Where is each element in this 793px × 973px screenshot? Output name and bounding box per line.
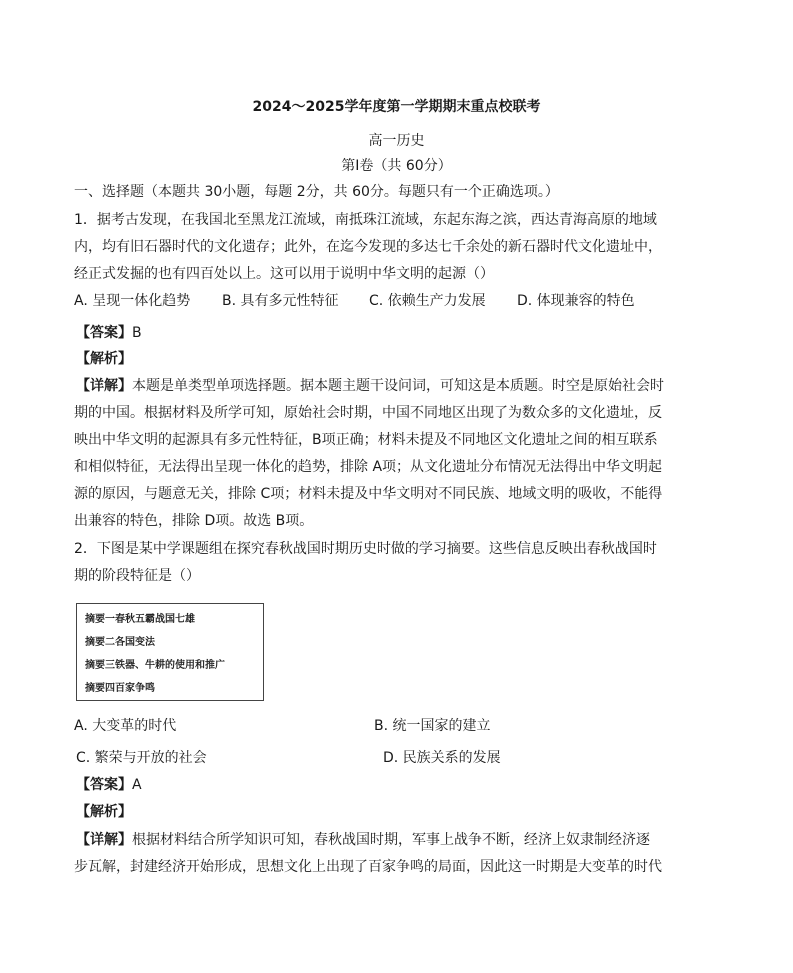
q1-detail-line3: 映出中华文明的起源具有多元性特征，B项正确；材料未提及不同地区文化遗址之间的相互联系 xyxy=(74,432,658,448)
q2-analysis-label: 【解析】 xyxy=(76,804,132,820)
q1-detail-line4: 和相似特征，无法得出呈现一体化的趋势，排除 A项；从文化遗址分布情况无法得出中华文明起 xyxy=(74,459,663,475)
q2-stem-line1: 2．下图是某中学课题组在探究春秋战国时期历史时做的学习摘要。这些信息反映出春秋战国时 xyxy=(74,541,657,557)
q1-detail-line5: 源的原因，与题意无关，排除 C项；材料未提及中华文明对不同民族、地域文明的吸收，不能得 xyxy=(74,486,663,502)
q1-stem-line3: 经正式发掘的也有四百处以上。这可以用于说明中华文明的起源（） xyxy=(74,266,494,282)
note-item: 摘要三铁器、牛耕的使用和推广 xyxy=(85,660,225,671)
q2-answer xyxy=(76,774,142,796)
q1-detail-line1 xyxy=(76,375,664,397)
q1-detail-line6: 出兼容的特色，排除 D项。故选 B项。 xyxy=(74,513,314,529)
q2-answer-label: 【答案】 xyxy=(76,777,132,793)
q1-option-c: C. 依赖生产力发展 xyxy=(369,293,486,309)
q2-detail-line2: 步瓦解，封建经济开始形成，思想文化上出现了百家争鸣的局面，因此这一时期是大变革的时代 xyxy=(74,859,662,875)
note-item: 摘要二各国变法 xyxy=(85,637,155,648)
q2-option-c: C. 繁荣与开放的社会 xyxy=(76,750,207,766)
q2-option-b: B. 统一国家的建立 xyxy=(374,718,491,734)
study-notes-box xyxy=(76,603,264,701)
q1-option-a: A. 呈现一体化趋势 xyxy=(74,293,191,309)
q2-detail-label: 【详解】 xyxy=(76,832,132,848)
note-item: 摘要一春秋五霸战国七雄 xyxy=(85,614,195,625)
q1-stem-line2: 内，均有旧石器时代的文化遗存；此外，在迄今发现的多达七千余处的新石器时代文化遗址中， xyxy=(74,239,662,255)
q1-detail-label: 【详解】 xyxy=(76,378,132,394)
q2-stem-line2: 期的阶段特征是（） xyxy=(74,568,200,584)
volume-title: 第Ⅰ卷（共 60分） xyxy=(341,158,452,174)
q1-detail-line2: 期的中国。根据材料及所学可知，原始社会时期，中国不同地区出现了为数众多的文化遗址，反 xyxy=(74,405,662,421)
note-item: 摘要四百家争鸣 xyxy=(85,683,155,694)
q2-option-a: A. 大变革的时代 xyxy=(74,718,177,734)
q1-answer-label: 【答案】 xyxy=(76,325,132,341)
exam-title: 2024～2025学年度第一学期期末重点校联考 xyxy=(252,99,541,115)
section-intro: 一、选择题（本题共 30小题，每题 2分，共 60分。每题只有一个正确选项。） xyxy=(74,184,559,200)
q1-answer-value: B xyxy=(132,325,142,341)
q2-option-d: D. 民族关系的发展 xyxy=(383,750,501,766)
q1-stem-line1: 1．据考古发现，在我国北至黑龙江流域，南抵珠江流域，东起东海之滨，西达青海高原的地域 xyxy=(74,212,657,228)
q1-option-b: B. 具有多元性特征 xyxy=(222,293,339,309)
subject-title: 高一历史 xyxy=(368,133,425,149)
q2-answer-value: A xyxy=(132,777,142,793)
q2-detail-text1: 根据材料结合所学知识可知，春秋战国时期，军事上战争不断，经济上奴隶制经济逐 xyxy=(132,832,650,848)
q2-detail-line1 xyxy=(76,829,650,851)
q1-option-d: D. 体现兼容的特色 xyxy=(517,293,635,309)
q1-answer xyxy=(76,322,142,344)
q1-analysis-label: 【解析】 xyxy=(76,351,132,367)
q1-detail-text1: 本题是单类型单项选择题。据本题主题干设问词，可知这是本质题。时空是原始社会时 xyxy=(132,378,664,394)
